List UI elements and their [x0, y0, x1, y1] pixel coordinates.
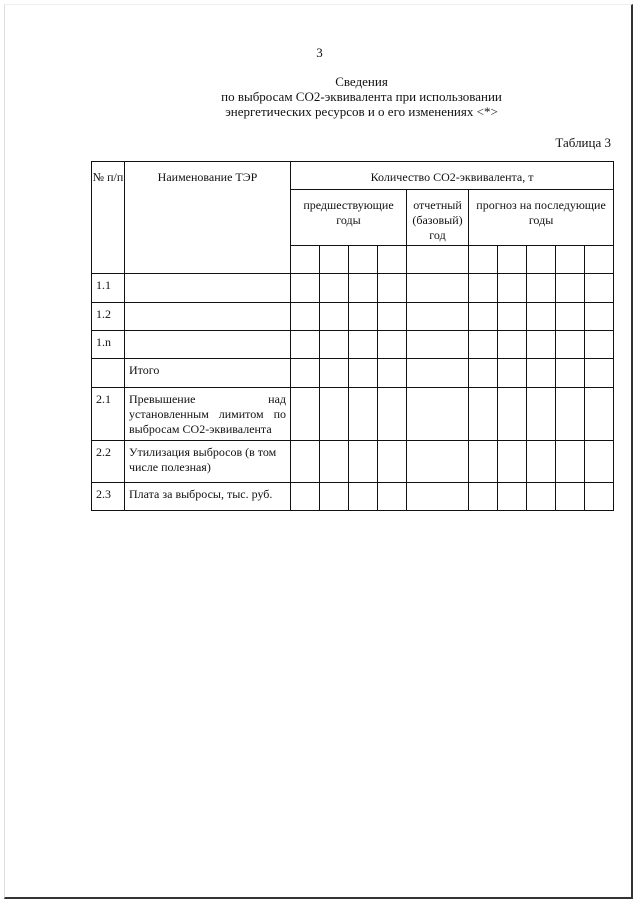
row-name: Утилизация выбросов (в том числе полезная) — [125, 441, 291, 483]
col-name-header: Наименование ТЭР — [125, 162, 291, 274]
header-row-1 — [92, 162, 614, 190]
title-line-1: Сведения — [335, 74, 388, 89]
table-row — [92, 274, 614, 303]
row-name: Итого — [125, 359, 291, 388]
year-cell — [291, 246, 320, 274]
row-num: 2.1 — [92, 388, 125, 441]
table-row — [92, 441, 614, 483]
title-line-3: энергетических ресурсов и о его изменениях <*> — [225, 104, 498, 119]
page-number: 3 — [316, 45, 323, 60]
year-cell — [320, 246, 349, 274]
year-cell — [556, 246, 585, 274]
table-row — [92, 303, 614, 331]
row-num: 2.2 — [92, 441, 125, 483]
quantity-header: Количество СО2-эквивалента, т — [291, 162, 614, 190]
row-name: Плата за выбросы, тыс. руб. — [125, 483, 291, 511]
row-num: 2.3 — [92, 483, 125, 511]
row-num: 1.1 — [92, 274, 125, 303]
group-previous-years: предшествующие годы — [291, 190, 407, 246]
row-num: 1.2 — [92, 303, 125, 331]
document-title — [5, 74, 640, 119]
col-num-header: № п/п — [92, 162, 125, 274]
row-name — [125, 303, 291, 331]
group-reporting-year: отчетный (базовый) год — [407, 190, 469, 246]
row-num — [92, 359, 125, 388]
year-cell — [349, 246, 378, 274]
row-name: Превышение над установленным лимитом по выбросам СО2-эквивалента — [125, 388, 291, 441]
year-cell — [469, 246, 498, 274]
year-cell — [378, 246, 407, 274]
year-cell — [585, 246, 614, 274]
title-line-2: по выбросам СО2-эквивалента при использовании — [221, 89, 502, 104]
row-name — [125, 331, 291, 359]
table-row — [92, 359, 614, 388]
year-cell — [407, 246, 469, 274]
table-row — [92, 331, 614, 359]
group-forecast-years: прогноз на последующие годы — [469, 190, 614, 246]
row-name — [125, 274, 291, 303]
year-cell — [498, 246, 527, 274]
row-num: 1.n — [92, 331, 125, 359]
table-row — [92, 388, 614, 441]
document-page — [4, 4, 633, 899]
table-label: Таблица 3 — [555, 135, 611, 150]
emissions-table — [91, 161, 614, 511]
table-row — [92, 483, 614, 511]
year-cell — [527, 246, 556, 274]
